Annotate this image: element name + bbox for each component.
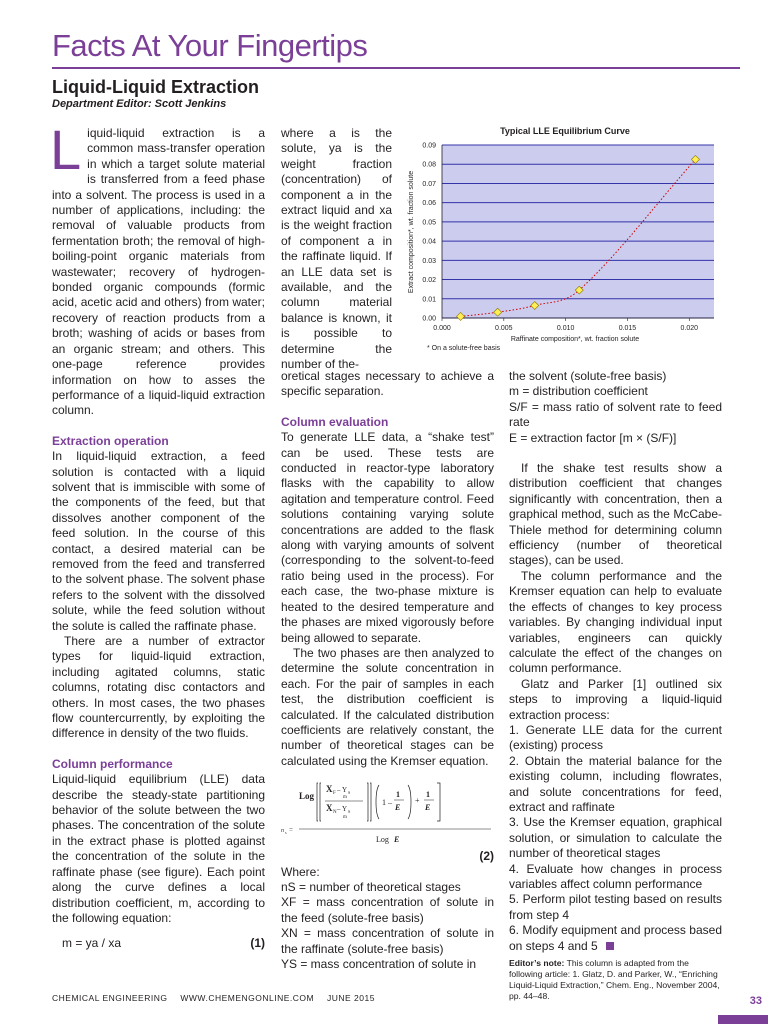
x-tick-label: 0.005 xyxy=(495,325,513,332)
y-tick-label: 0.05 xyxy=(422,219,436,227)
svg-text:m: m xyxy=(343,815,347,821)
step-4: 4. Evaluate how changes in process variables affect column performance xyxy=(509,861,722,891)
definition-xn: XN = mass concentration of solute in the raffinate (solute-free basis) xyxy=(281,926,494,956)
svg-text:F: F xyxy=(333,791,336,797)
col3-paragraph-3: Glatz and Parker [1] outlined six steps to improving a liquid-liquid extraction process: xyxy=(509,676,722,722)
definition-sf: S/F = mass ratio of solvent rate to feed rate xyxy=(509,399,722,430)
intro-text: iquid-liquid extraction is a common mass-transfer operation in which a target solute material is transferred from a feed phase into a solvent. The process is used in a number of applications, including: the removal of valuable products from fermentation broth; the removal of high-boiling-point organic materials from wastewater; recovery of hydrogen-bonded organic compounds (formic acid, acetic acid and others) from water; recovery of reaction products from a broth; washing of acids or bases from an organic stream; and others. This one-page reference provides information on how to asses the performance of a liquid-liquid extraction column. xyxy=(52,126,265,418)
definition-m: m = distribution coefficient xyxy=(509,384,648,399)
equation-2-number: (2) xyxy=(479,849,494,864)
svg-text:Log: Log xyxy=(376,835,389,845)
step-6 xyxy=(509,923,722,954)
step-3: 3. Use the Kremser equation, graphical solution, or simulation to calculate the number of theoretical stages xyxy=(509,815,722,861)
column-2-bottom xyxy=(281,369,494,972)
svg-text:X: X xyxy=(326,784,333,795)
svg-text:E: E xyxy=(425,803,431,813)
step-1: 1. Generate LLE data for the current (existing) process xyxy=(509,722,722,753)
where-label: Where: xyxy=(281,864,320,879)
svg-text:=: = xyxy=(289,826,293,835)
kremser-equation xyxy=(281,779,494,849)
y-tick-label: 0.06 xyxy=(422,200,436,208)
y-axis-label: Extract composition*, wt. fraction solute xyxy=(408,170,415,294)
step-5: 5. Perform pilot testing based on results from step 4 xyxy=(509,892,722,922)
lle-equilibrium-chart xyxy=(400,122,720,354)
svg-text:1 –: 1 – xyxy=(382,798,392,808)
svg-text:– Y: – Y xyxy=(337,786,348,795)
footer-url: WWW.CHEMENGONLINE.COM xyxy=(180,993,315,1003)
page-number: 33 xyxy=(749,995,762,1007)
x-tick-label: 0.000 xyxy=(433,325,451,332)
performance-paragraph: Liquid-liquid equilibrium (LLE) data describe the steady-state partitioning behavior of the solute between the two phases. The concentration of the solute in the extract phase is plotted against the concentration of the solute in the raffinate phase (see figure). Each point along the curve defines a local distribution coefficient, m, according to the following equation: xyxy=(52,772,265,925)
definition-ys: YS = mass concentration of solute in xyxy=(281,957,477,971)
svg-text:X: X xyxy=(326,803,333,814)
equation-2-line xyxy=(281,849,494,864)
col3-paragraph-1: If the shake test results show a distribution coefficient that changes significantly with concentration, then a graphical method, such as the McCabe-Thiele method for determining column efficiency (number of theoretical stages), can be used. xyxy=(509,461,722,568)
svg-text:N: N xyxy=(333,810,337,816)
x-tick-label: 0.020 xyxy=(680,325,699,332)
svg-text:n: n xyxy=(281,828,284,835)
definition-e: E = extraction factor [m × (S/F)] xyxy=(509,430,677,445)
col2-paragraph-a: where a is the solute, ya is the weight fraction (concentration) of component a in the extract liquid and xa is the weight fraction of component a in the raffinate liquid. If an LLE data set is available, and the column material balance is known, it is possible to determine the number of the- xyxy=(281,126,392,372)
svg-text:Log: Log xyxy=(299,791,315,802)
y-tick-label: 0.01 xyxy=(422,296,436,304)
header-rule xyxy=(52,67,740,69)
svg-text:m: m xyxy=(343,795,347,801)
extraction-paragraph-1: In liquid-liquid extraction, a feed solution is contacted with a liquid solvent that is immiscible with some of the components of the feed, but that dissolves another component of the feed solution. In the course of this contact, a desired material can be removed from the feed and transferred to the solvent phase. The solvent phase refers to the solvent with the dissolved solute, while the feed solution without the solute is called the raffinate phase. xyxy=(52,449,265,633)
x-tick-label: 0.015 xyxy=(618,325,637,332)
svg-text:E: E xyxy=(394,835,400,845)
col2-paragraph-b: oretical stages necessary to achieve a specific separation. xyxy=(281,369,494,399)
equation-1-text: m = ya / xa xyxy=(62,936,122,951)
svg-text:S: S xyxy=(348,809,351,815)
definition-xf: XF = mass concentration of solute in the feed (solute-free basis) xyxy=(281,895,494,925)
drop-cap: L xyxy=(50,118,82,181)
y-tick-label: 0.08 xyxy=(422,161,436,169)
step-2: 2. Obtain the material balance for the existing column, including flowrates, and solute concentrations for feed, extract and raffinate xyxy=(509,753,722,814)
end-mark-icon xyxy=(606,942,614,950)
evaluation-paragraph-2: The two phases are then analyzed to determine the solute concentration in each. For the pair of samples in each test, the distribution coefficient is calculated. If the calculated distribution coefficients are relatively constant, the number of theoretical stages can be calculated using the Kremser equation. xyxy=(281,645,494,768)
heading-extraction-operation: Extraction operation xyxy=(52,433,169,448)
definition-ns: nS = number of theoretical stages xyxy=(281,879,461,894)
section-header: Facts At Your Fingertips xyxy=(52,28,368,63)
heading-column-performance: Column performance xyxy=(52,756,173,771)
col3-paragraph-2: The column performance and the Kremser equation can help to evaluate the effects of changes to key process variables. By changing individual input variables, engineers can quickly calculate the effect of the changes on column performance. xyxy=(509,568,722,676)
chart-footnote: * On a solute-free basis xyxy=(427,345,501,352)
x-tick-label: 0.010 xyxy=(556,325,575,332)
svg-text:+: + xyxy=(415,796,420,806)
column-3 xyxy=(509,369,722,1002)
y-tick-label: 0.03 xyxy=(422,257,436,265)
column-2-top xyxy=(281,126,392,373)
svg-text:1: 1 xyxy=(426,790,430,800)
chart-title: Typical LLE Equilibrium Curve xyxy=(500,126,630,136)
y-tick-label: 0.04 xyxy=(422,238,436,246)
footer-magazine: CHEMICAL ENGINEERING xyxy=(52,993,168,1003)
y-tick-label: 0.00 xyxy=(422,315,436,323)
definition-ys-cont: the solvent (solute-free basis) xyxy=(509,369,667,383)
svg-text:S: S xyxy=(348,790,351,796)
step-6-text: 6. Modify equipment and process based on steps 4 and 5 xyxy=(509,923,722,953)
equation-1-number: (1) xyxy=(250,936,265,951)
department-editor: Department Editor: Scott Jenkins xyxy=(52,98,227,110)
footer-date: JUNE 2015 xyxy=(326,993,375,1003)
equation-1 xyxy=(52,936,265,951)
evaluation-paragraph-1: To generate LLE data, a “shake test” can be used. These tests are conducted in reactor-type laboratory flasks with the capability to allow agitation and temperature control. Feed solutions containing varying solute concentrations are added to the flask along with varying amounts of solvent (corresponding to the solvent-to-feed ratio being used in the process). For each case, the two-phase mixture is heated to the desired temperature and the phases are mixed vigorously before being allowed to separate. xyxy=(281,430,494,645)
article-title: Liquid-Liquid Extraction xyxy=(52,77,259,97)
y-tick-label: 0.02 xyxy=(422,277,436,285)
y-tick-label: 0.09 xyxy=(422,142,436,150)
column-1 xyxy=(50,118,265,952)
kremser-formula-graphic xyxy=(281,779,494,849)
footer xyxy=(52,993,385,1003)
svg-text:E: E xyxy=(395,803,401,813)
editors-note-text: This column is adapted from the following article: 1. Glatz, D. and Parker, W., “Enriching Liquid-Liquid Extraction,” Chem. Eng., November 2004, pp. 44–48. xyxy=(509,958,720,1002)
extraction-paragraph-2: There are a number of extractor types for liquid-liquid extraction, including agitated columns, static columns, rotating disc contactors and others. In most cases, the two phases flow countercurrently, by exploiting the difference in density of the two fluids. xyxy=(52,634,265,741)
x-axis-label: Raffinate composition*, wt. fraction solute xyxy=(510,336,640,343)
editors-note xyxy=(509,958,722,1002)
svg-text:s: s xyxy=(285,830,287,836)
editors-note-label: Editor’s note: xyxy=(509,958,565,969)
y-tick-label: 0.07 xyxy=(422,180,436,188)
page-tab xyxy=(718,1015,768,1024)
svg-text:1: 1 xyxy=(396,790,400,800)
heading-column-evaluation: Column evaluation xyxy=(281,414,389,429)
svg-text:– Y: – Y xyxy=(337,805,348,814)
intro-paragraph xyxy=(50,118,265,419)
